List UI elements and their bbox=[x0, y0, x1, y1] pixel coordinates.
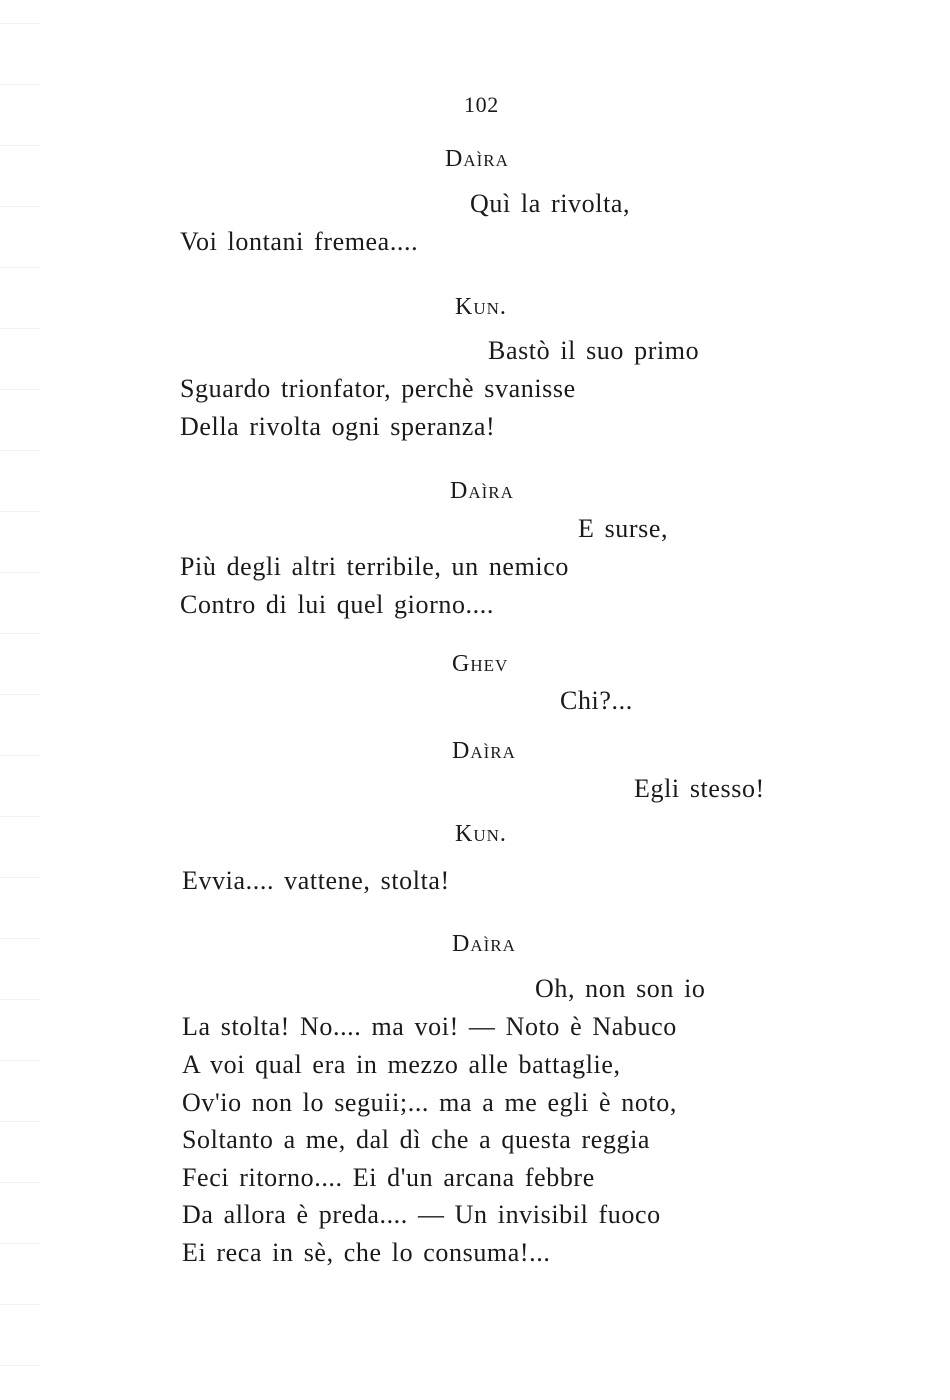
verse-line: Egli stesso! bbox=[634, 774, 765, 803]
verse-line: Ov'io non lo seguii;... ma a me egli è noto, bbox=[182, 1088, 677, 1117]
verse-line: Bastò il suo primo bbox=[488, 336, 700, 365]
verse-line: Della rivolta ogni speranza! bbox=[180, 412, 496, 441]
speaker-daira: Daìra bbox=[450, 478, 514, 504]
speaker-ghev: Ghev bbox=[452, 651, 509, 677]
speaker-kun: Kun. bbox=[455, 821, 507, 847]
verse-line: La stolta! No.... ma voi! — Noto è Nabuco bbox=[182, 1012, 677, 1041]
verse-line: Ei reca in sè, che lo consuma!... bbox=[182, 1238, 551, 1267]
speaker-daira: Daìra bbox=[452, 931, 516, 957]
verse-line: Da allora è preda.... — Un invisibil fuoco bbox=[182, 1200, 661, 1229]
speaker-kun: Kun. bbox=[455, 294, 507, 320]
speaker-daira: Daìra bbox=[452, 738, 516, 764]
speaker-daira: Daìra bbox=[445, 146, 509, 172]
verse-line: Chi?... bbox=[560, 686, 633, 715]
verse-line: Oh, non son io bbox=[535, 974, 706, 1003]
page-number: 102 bbox=[464, 92, 499, 117]
scan-edge-noise bbox=[0, 0, 40, 1400]
verse-line: Feci ritorno.... Ei d'un arcana febbre bbox=[182, 1163, 595, 1192]
verse-line: Sguardo trionfator, perchè svanisse bbox=[180, 374, 576, 403]
verse-line: A voi qual era in mezzo alle battaglie, bbox=[182, 1050, 621, 1079]
verse-line: Voi lontani fremea.... bbox=[180, 227, 419, 256]
verse-line: E surse, bbox=[578, 514, 669, 543]
verse-line: Soltanto a me, dal dì che a questa reggia bbox=[182, 1125, 651, 1154]
verse-line: Più degli altri terribile, un nemico bbox=[180, 552, 569, 581]
verse-line: Contro di lui quel giorno.... bbox=[180, 590, 494, 619]
verse-line: Evvia.... vattene, stolta! bbox=[182, 866, 450, 895]
verse-line: Quì la rivolta, bbox=[470, 189, 631, 218]
